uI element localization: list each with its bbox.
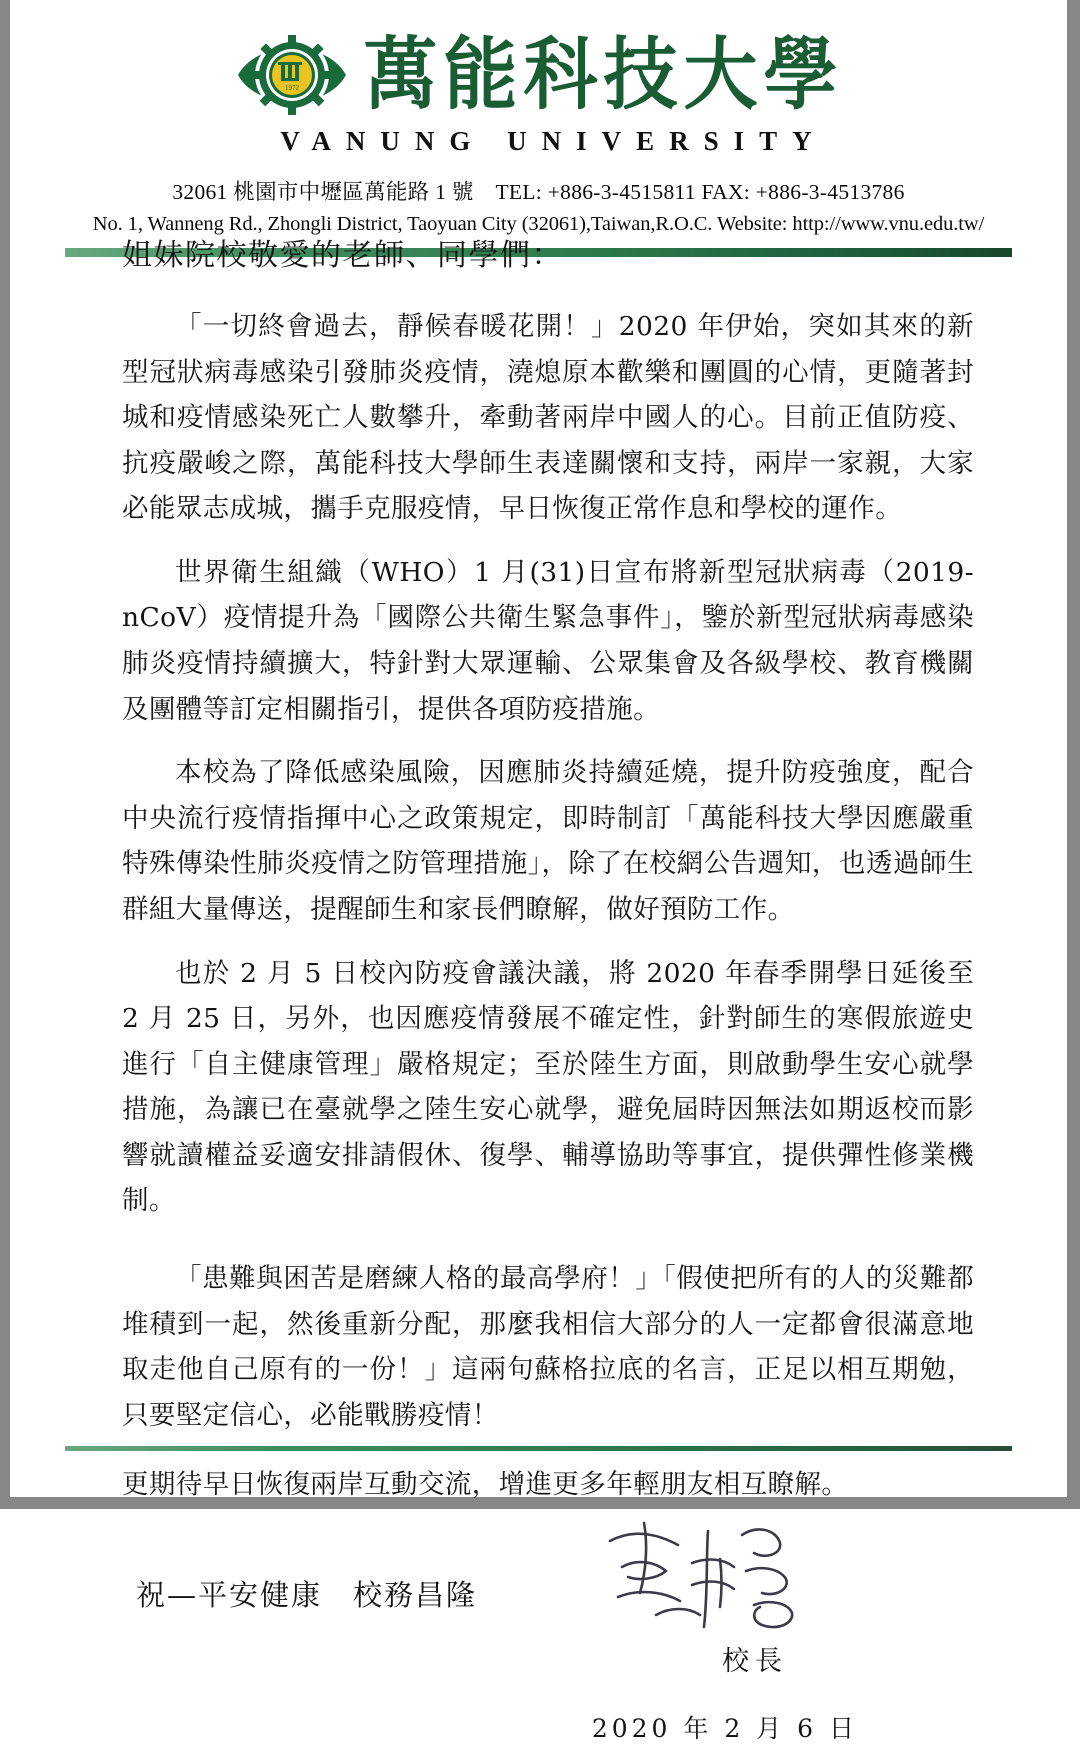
logo-row (10, 0, 1067, 120)
university-name-cn: 萬能科技大學 (363, 29, 844, 121)
paragraph: 「一切終會過去，靜候春暖花開！」2020 年伊始，突如其來的新型冠狀病毒感染引發肺炎疫情，澆熄原本歡樂和團圓的心情，更隨著封城和疫情感染死亡人數攀升，牽動著兩岸中國人的心。目前正值防疫、抗疫嚴峻之際，萬能科技大學師生表達關懷和支持，兩岸一家親，大家必能眾志成城，攜手克服疫情，早日恢復正常作息和學校的運作。 (122, 311, 974, 525)
address-line-cn: 32061 桃園市中壢區萬能路 1 號 TEL: +886-3-4515811 FAX: +886-3-4513786 (172, 180, 905, 204)
letter-page (10, 0, 1067, 1744)
paragraph: 也於 2 月 5 日校內防疫會議決議，將 2020 年春季開學日延後至 2 月 25 日，另外，也因應疫情發展不確定性，針對師生的寒假旅遊史進行「自主健康管理」嚴格規定；至於陸生方面，則啟動學生安心就學措施，為讓已在臺就學之陸生安心就學，避免屆時因無法如期返校而影響就讀權益妥適安排請假休、復學、輔導協助等事宜，提供彈性修業機制。 (122, 957, 974, 1217)
paragraph: 世界衛生組織（WHO）1 月(31)日宣布將新型冠狀病毒（2019-nCoV）疫情提升為「國際公共衛生緊急事件」，鑒於新型冠狀病毒感染肺炎疫情持續擴大，特針對大眾運輸、公眾集會及各級學校、教育機關及團體等訂定相關指引，提供各項防疫措施。 (122, 556, 974, 725)
signature-block (122, 1531, 974, 1744)
letterhead (10, 0, 1067, 257)
address-line-en: No. 1, Wanneng Rd., Zhongli District, Taoyuan City (32061),Taiwan,R.O.C. Website: http://www.vnu.edu.tw/ (92, 213, 985, 235)
wish-line: 祝—平安健康 校務昌隆 (136, 1578, 478, 1613)
university-name-en: VANUNG UNIVERSITY (280, 126, 827, 156)
letter-body (122, 238, 974, 1744)
paragraph: 本校為了降低感染風險，因應肺炎持續延燒，提升防疫強度，配合中央流行疫情指揮中心之政策規定，即時制訂「萬能科技大學因應嚴重特殊傳染性肺炎疫情之防管理措施」，除了在校網公告週知，也透過師生群組大量傳送，提醒師生和家長們瞭解，做好預防工作。 (122, 757, 974, 925)
vanung-university-emblem-icon (234, 29, 350, 121)
paragraph: 「患難與困苦是磨練人格的最高學府！」「假使把所有的人的災難都堆積到一起，然後重新分配，那麼我相信大部分的人一定都會很滿意地取走他自己原有的一份！」這兩句蘇格拉底的名言，正足以相互期勉，只要堅定信心，必能戰勝疫情！ (122, 1262, 974, 1431)
letter-date: 2020 年 2 月 6 日 (591, 1714, 858, 1744)
closing-line: 更期待早日恢復兩岸互動交流，增進更多年輕朋友相互瞭解。 (122, 1469, 849, 1501)
salutation: 姐妹院校敬愛的老師、同學們： (122, 238, 563, 273)
signer-title: 校長 (722, 1646, 788, 1678)
svg-text:1972: 1972 (284, 84, 299, 92)
handwritten-signature-icon (604, 1519, 804, 1649)
footer-divider (65, 1446, 1012, 1451)
